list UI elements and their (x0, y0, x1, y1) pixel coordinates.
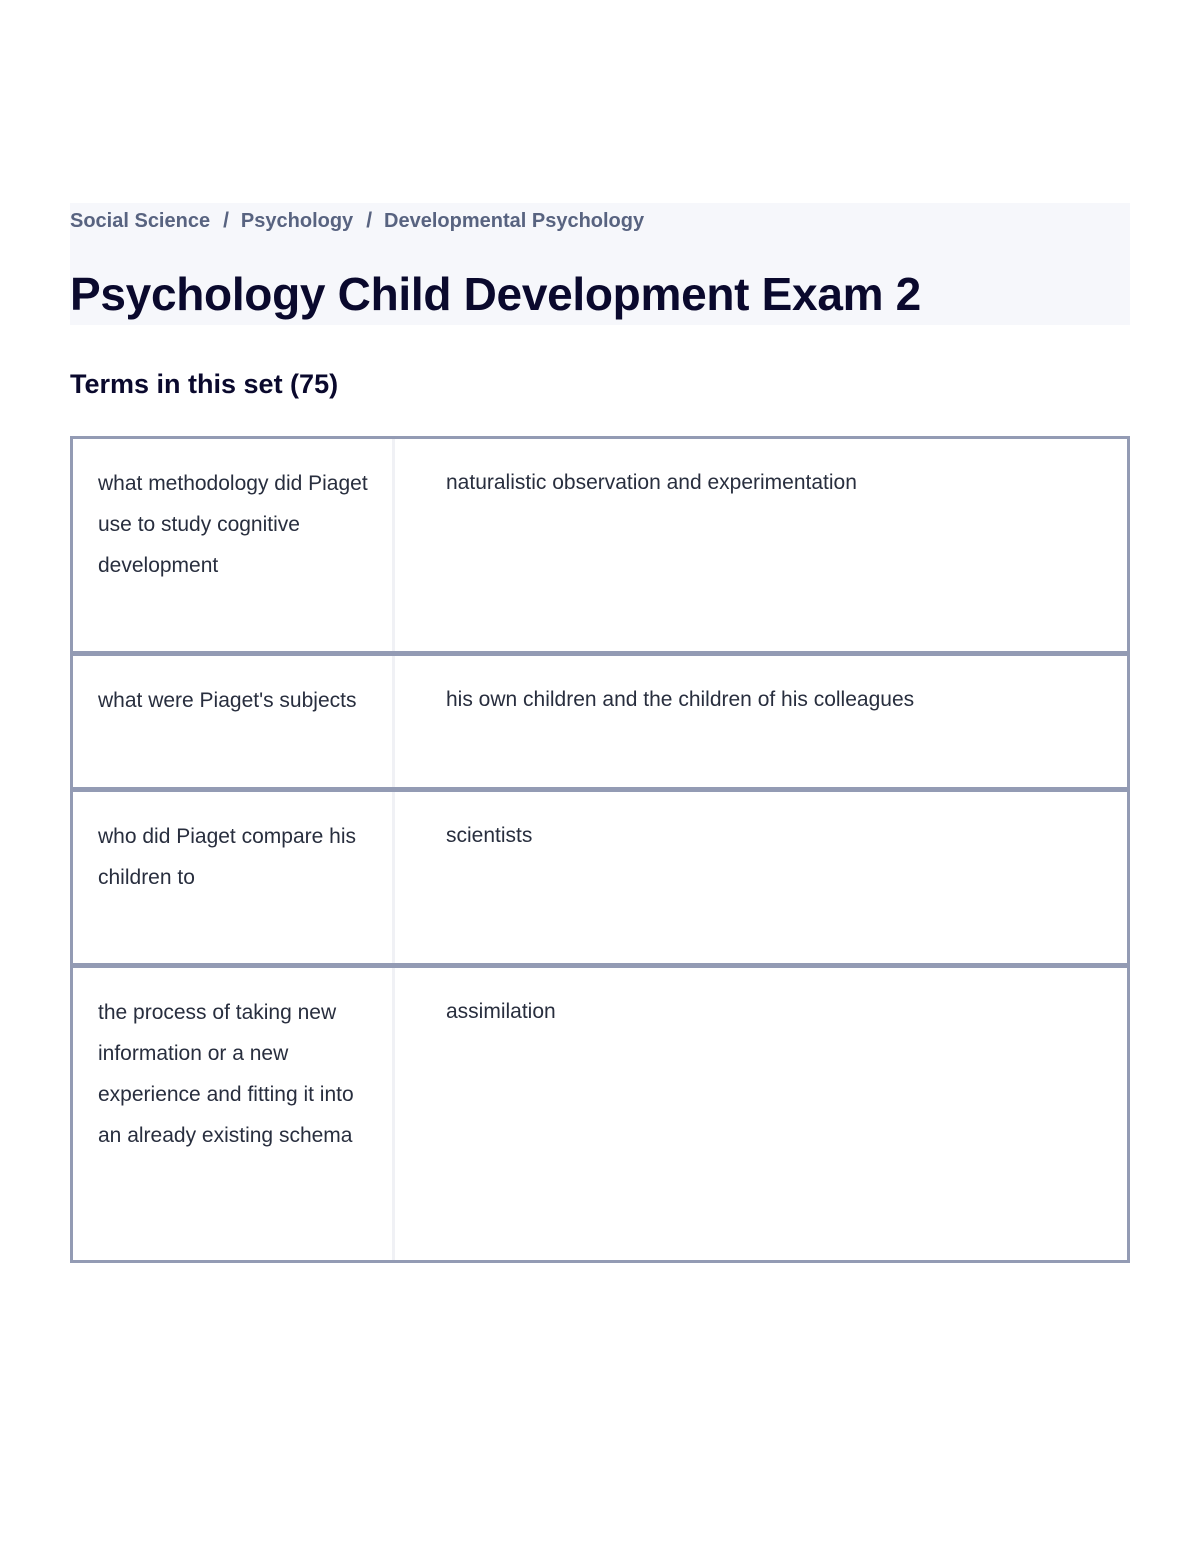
definition-text (395, 439, 1127, 651)
definition-label: scientists (446, 824, 533, 847)
breadcrumb-item-psychology[interactable]: Psychology (240, 209, 354, 232)
definition-text (395, 792, 1127, 963)
terms-heading: Terms in this set (75) (70, 369, 339, 399)
term-card (70, 436, 1130, 654)
term-card (70, 653, 1130, 790)
term-text: what were Piaget's subjects (73, 656, 395, 787)
page-title: Psychology Child Development Exam 2 (70, 268, 921, 320)
breadcrumb-separator: / (223, 209, 229, 232)
definition-label: assimilation (446, 1000, 556, 1023)
definition-label: naturalistic observation and experimentation (446, 471, 857, 494)
term-list (70, 436, 1130, 1263)
definition-text (395, 968, 1127, 1260)
definition-text (395, 656, 1127, 787)
term-card (70, 965, 1130, 1263)
breadcrumb (70, 206, 644, 236)
definition-label: his own children and the children of his colleagues (446, 688, 915, 711)
term-card (70, 789, 1130, 966)
breadcrumb-separator: / (366, 209, 373, 232)
term-text: what methodology did Piaget use to study cognitive development (73, 439, 395, 651)
term-text: who did Piaget compare his children to (73, 792, 395, 963)
breadcrumb-item-developmental-psychology[interactable]: Developmental Psychology (384, 209, 645, 232)
breadcrumb-item-social-science[interactable]: Social Science (70, 209, 211, 232)
term-text: the process of taking new information or a new experience and fitting it into an already existing schema (73, 968, 395, 1260)
